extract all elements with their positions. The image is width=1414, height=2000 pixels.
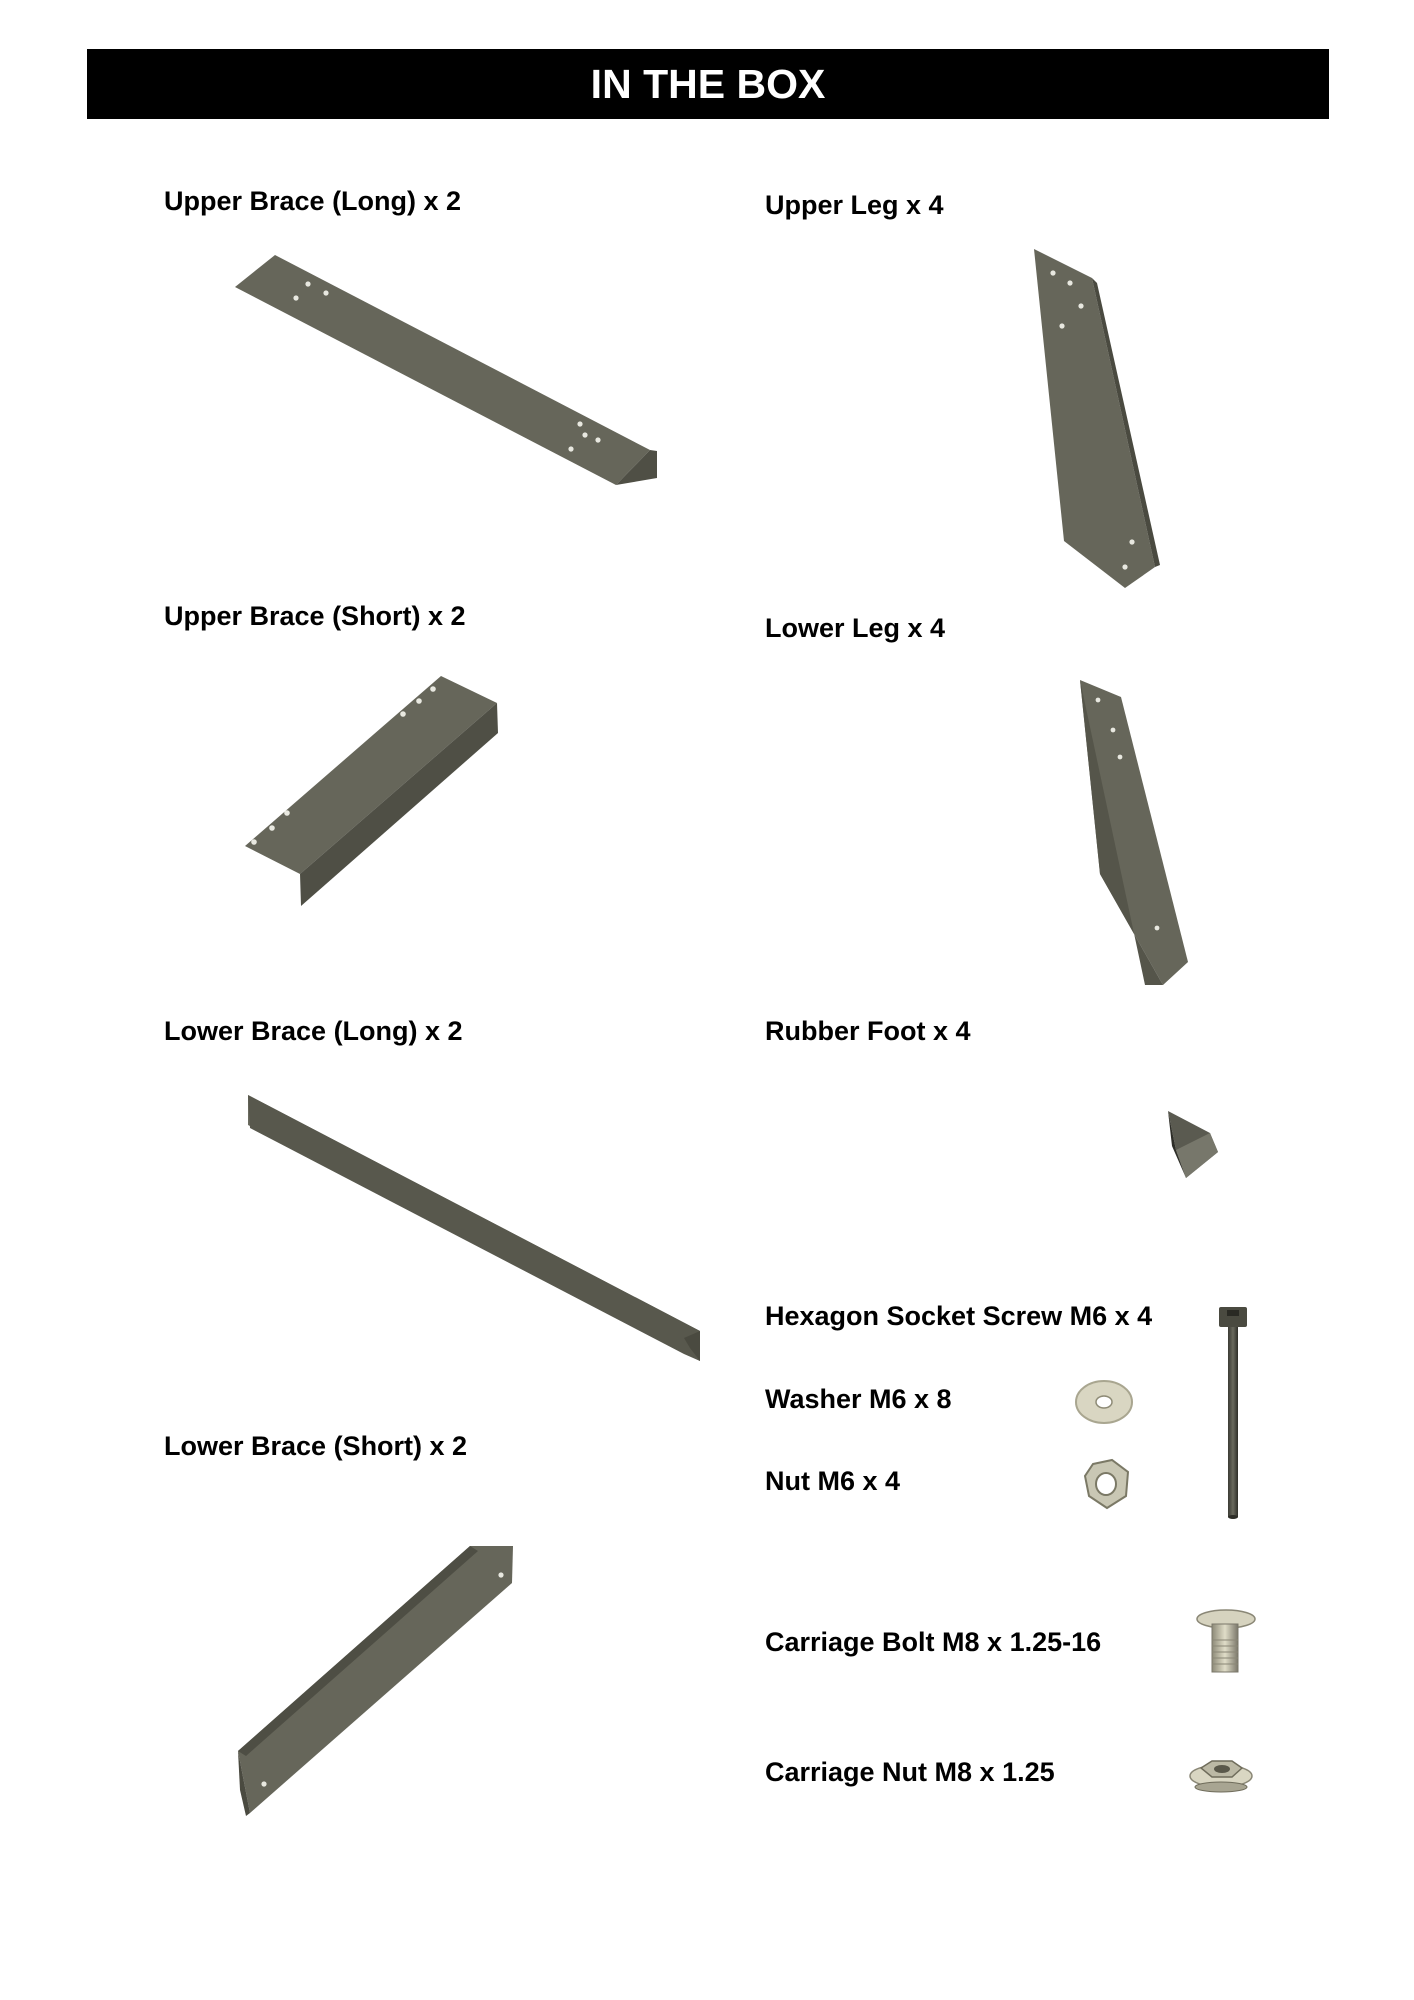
label-upper-brace-long: Upper Brace (Long) x 2 bbox=[164, 186, 462, 216]
label-carriage-bolt: Carriage Bolt M8 x 1.25-16 bbox=[765, 1627, 1102, 1657]
label-upper-brace-short: Upper Brace (Short) x 2 bbox=[164, 601, 466, 631]
label-upper-leg: Upper Leg x 4 bbox=[765, 190, 944, 220]
label-nut: Nut M6 x 4 bbox=[765, 1466, 901, 1496]
label-lower-brace-long: Lower Brace (Long) x 2 bbox=[164, 1016, 463, 1046]
label-carriage-nut: Carriage Nut M8 x 1.25 bbox=[765, 1757, 1055, 1787]
label-lower-leg: Lower Leg x 4 bbox=[765, 613, 946, 643]
label-rubber-foot: Rubber Foot x 4 bbox=[765, 1016, 971, 1046]
page-title: IN THE BOX bbox=[590, 60, 826, 107]
label-washer: Washer M6 x 8 bbox=[765, 1384, 952, 1414]
label-hex-socket-screw: Hexagon Socket Screw M6 x 4 bbox=[765, 1301, 1153, 1331]
label-lower-brace-short: Lower Brace (Short) x 2 bbox=[164, 1431, 468, 1461]
